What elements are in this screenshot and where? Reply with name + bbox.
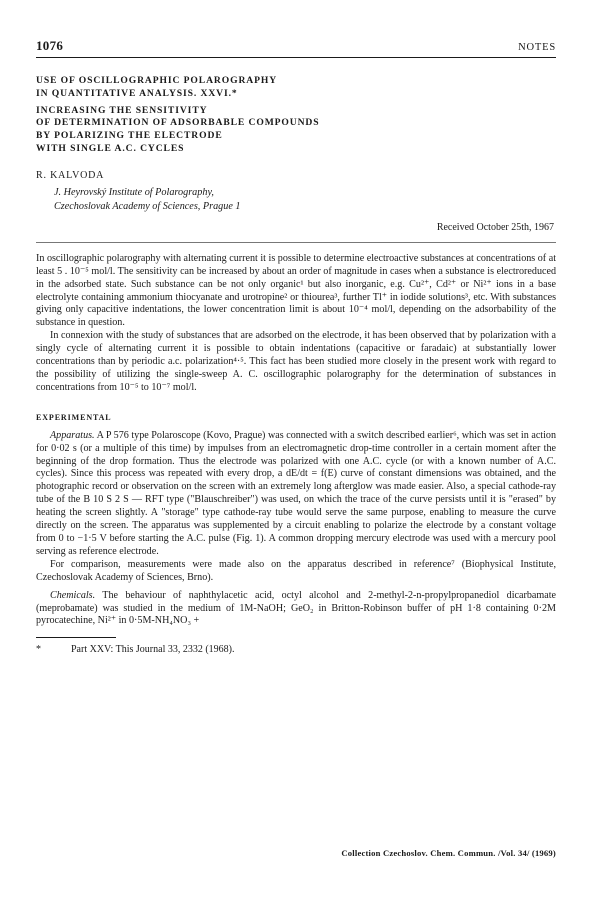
intro-paragraph: In oscillographic polarography with alternating current it is possible to determine electroactive substances at concentrations of at least 5 . 10⁻⁵ mol/l. The sensitivity can be increased by about an order of magnitude in cases when a substance is electroreduced in the adsorbed state. Such substance can be not only organic¹ but also inorganic, e.g. Cu²⁺, Cd²⁺ or Ni²⁺ ions in a base electrolyte containing ammonium thiocyanate and urotropine² or thiourea³, further Tl⁺ in iodide solutions³, etc. With substances giving only capacitive indentations, the lower concentration limit is about 10⁻⁴ mol/l, depending on the adsorbability of the substance in question. <box>36 252 556 329</box>
paper-title-line: OF DETERMINATION OF ADSORBABLE COMPOUNDS <box>36 117 320 129</box>
apparatus-paragraph <box>36 430 556 559</box>
paper-title-line: BY POLARIZING THE ELECTRODE <box>36 130 223 142</box>
series-title-line: USE OF OSCILLOGRAPHIC POLAROGRAPHY <box>36 75 278 86</box>
section-heading-experimental: EXPERIMENTAL <box>36 412 112 422</box>
affiliation-line: J. Heyrovský Institute of Polarography, <box>54 186 214 198</box>
comparison-paragraph: For comparison, measurements were made also on the apparatus described in reference⁷ (Biophysical Institute, Czechoslovak Academy of Sciences, Brno). <box>36 558 556 583</box>
page-number: 1076 <box>36 38 64 53</box>
footnote-rule <box>36 637 116 638</box>
footnote <box>36 644 556 655</box>
apparatus-run-in: Apparatus. <box>50 429 95 441</box>
paper-title <box>36 105 556 156</box>
footnote-mark: * <box>36 644 41 656</box>
journal-footer: Collection Czechoslov. Chem. Commun. /Vol. 34/ (1969) <box>341 848 556 858</box>
apparatus-text: A P 576 type Polaroscope (Kovo, Prague) was connected with a switch described earlier⁶, which was set in action for 0·02 s (or a multiple of this time) by impulses from an electromagnetic drop-time controller in a certain moment after the beginning of the drop formation. Thus the electrode was polarized with one A.C. cycle (or with a known number of A.C. cycles). Since this process was repeated with every drop, a dE/dt = f(E) curve of constant dimensions was obtained, and the photographic record or observation on the screen with an extremely long afterglow was made easier. Also, a special cathode-ray tube of the B 10 S 2 S — RFT type ("Blauschreiber") was used, on which the trace of the curve persists until it is "erased" by heating the screen slightly. A "storage" type cathode-ray tube would serve the same purpose, enabling to measure the curve directly on the screen. The apparatus was supplemented by a circuit enabling to polarize the electrode by a constant voltage from 0 to −1·5 V before starting the A.C. pulse (Fig. 1). A common dropping mercury electrode was used with a mercury pool serving as reference electrode. <box>36 429 556 557</box>
page-header <box>36 38 556 54</box>
series-title-line: IN QUANTITATIVE ANALYSIS. XXVI.* <box>36 87 238 99</box>
paper-title-line: WITH SINGLE A.C. CYCLES <box>36 142 185 154</box>
header-rule <box>36 57 556 58</box>
intro-paragraph: In connexion with the study of substances that are adsorbed on the electrode, it has been observed that by polarization with a singly cycle of alternating current it is possible to obtain indentations (capacitive or faradaic) at substantially lower concentrations than by periodic a.c. polarization⁴·⁵. This fact has been studied more closely in the present work with regard to the possibility of utilizing the single-sweep A. C. oscillographic polarography for the determination of substances in concentrations from 10⁻⁵ to 10⁻⁷ mol/l. <box>36 330 556 393</box>
journal-page <box>36 38 556 655</box>
chemicals-run-in: Chemicals. <box>50 589 96 601</box>
section-label: NOTES <box>518 42 556 53</box>
footnote-text: Part XXV: This Journal 33, 2332 (1968). <box>71 644 235 656</box>
paper-title-line: INCREASING THE SENSITIVITY <box>36 104 208 116</box>
affiliation-line: Czechoslovak Academy of Sciences, Prague 1 <box>54 200 241 212</box>
author-affiliation <box>54 186 556 214</box>
abstract-rule <box>36 242 556 243</box>
chemicals-paragraph <box>36 590 556 629</box>
author-name: R. KALVODA <box>36 169 105 181</box>
chemicals-text: The behaviour of naphthylacetic acid, octyl alcohol and 2-methyl-2-n-propylpropanediol dicarbamate (meprobamate) was studied in the medium of 1M-NaOH; GeO₂ in Britton-Robinson buffer of pH 1·8 containing 0·2M pyrocatechine, Ni²⁺ in 0·5M-NH₄NO₃ + <box>36 589 556 627</box>
received-date: Received October 25th, 1967 <box>436 221 554 233</box>
series-title <box>36 75 556 101</box>
